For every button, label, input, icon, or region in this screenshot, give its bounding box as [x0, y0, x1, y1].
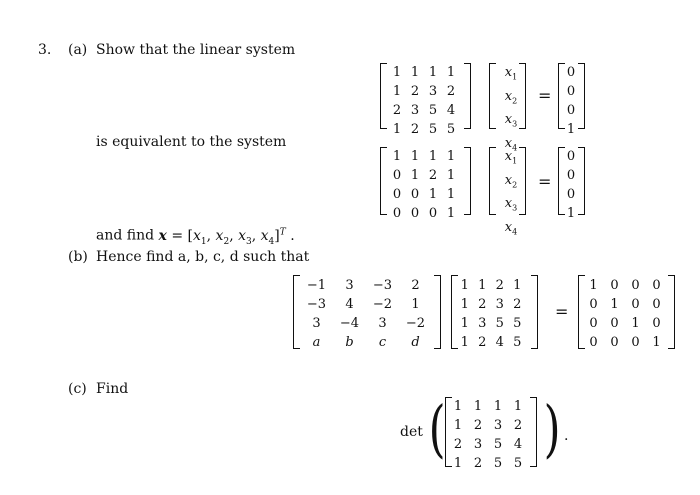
matrix-cell: 1 [460, 335, 469, 350]
variable-entry: $x_4$ [504, 219, 518, 237]
matrix2-left-bracket [380, 147, 387, 215]
matrix-cell: 3 [493, 418, 503, 433]
matrix-cell: 5 [513, 456, 523, 471]
variable-entry: $x_3$ [504, 112, 518, 129]
identity-right-bracket [668, 275, 675, 349]
matrix-cell: b [345, 335, 354, 350]
matrix-cell: 0 [652, 316, 661, 331]
matrix-cell: 5 [446, 122, 456, 137]
det-right-paren: ) [543, 392, 561, 465]
matrix-cell: 1 [446, 187, 456, 202]
part-b-text: Hence find a, b, c, d such that [96, 249, 310, 265]
matrix-cell: 1 [453, 418, 463, 433]
matrix-cell: −1 [306, 278, 327, 293]
part-a-find-text [96, 227, 295, 246]
matrix-cell: d [411, 335, 420, 350]
matrix-cell: 1 [411, 297, 420, 312]
part-c-label: (c) [68, 381, 87, 397]
matrix-cell: 4 [495, 335, 504, 350]
matrix-cell: 1 [392, 65, 402, 80]
det-label: det [400, 424, 423, 440]
matrix-cell: 1 [610, 297, 619, 312]
matrix-cell: 1 [446, 168, 456, 183]
matrix-cell: 1 [513, 399, 523, 414]
matrix-cell: 1 [566, 206, 576, 221]
matrix-cell: 0 [610, 316, 619, 331]
matrix2 [388, 150, 460, 220]
vars1-right-bracket [519, 63, 526, 129]
matrix-cell: 0 [392, 206, 402, 221]
matrix-cell: 2 [513, 297, 522, 312]
matrix-cell: 0 [410, 187, 420, 202]
matrix-cell: 1 [453, 399, 463, 414]
matrix-cell: 0 [589, 335, 598, 350]
det-matrix [448, 400, 528, 470]
matrix-cell: 5 [513, 335, 522, 350]
matrix-mid-right-bracket [531, 275, 538, 349]
variable-entry: $x_2$ [504, 88, 518, 106]
variable-entry: $x_2$ [504, 172, 518, 190]
matrix-cell: 0 [652, 278, 661, 293]
matrix-cell: 2 [513, 418, 523, 433]
det-left-paren: ( [428, 392, 446, 465]
matrix-cell: 1 [428, 149, 438, 164]
matrix-cell: 0 [392, 187, 402, 202]
matrix-cell: 3 [312, 316, 321, 331]
find-prefix: and find [96, 227, 155, 244]
matrix-cell: 1 [652, 335, 661, 350]
matrix-cell: 0 [631, 278, 640, 293]
matrix-cell: −2 [372, 297, 393, 312]
matrix-abcd [300, 279, 432, 349]
matrix-cell: 2 [410, 122, 420, 137]
matrix-cell: 3 [410, 103, 420, 118]
matrix-cell: 3 [378, 316, 387, 331]
matrix-left-right-bracket [434, 275, 441, 349]
matrix-cell: 0 [631, 297, 640, 312]
matrix-cell: 5 [493, 456, 503, 471]
vars1-left-bracket [489, 63, 496, 129]
variable-entry: $x_3$ [504, 196, 518, 213]
matrix-cell: 1 [473, 399, 483, 414]
matrix-cell: 1 [392, 149, 402, 164]
matrix-cell: 1 [631, 316, 640, 331]
matrix-cell: 2 [446, 84, 456, 99]
matrix-cell: 1 [392, 84, 402, 99]
matrix-cell: 3 [473, 437, 483, 452]
matrix-cell: 2 [495, 278, 504, 293]
matrix-cell: 5 [513, 316, 522, 331]
matrix-cell: 3 [478, 316, 487, 331]
matrix-cell: 1 [513, 278, 522, 293]
matrix-cell: 1 [446, 65, 456, 80]
matrix-cell: 0 [610, 278, 619, 293]
matrix-cell: 1 [428, 187, 438, 202]
matrix-cell: 1 [460, 297, 469, 312]
matrix-cell: 1 [446, 149, 456, 164]
matrix-cell: 1 [428, 65, 438, 80]
part-b-label: (b) [68, 249, 88, 265]
matrix-cell: 3 [345, 278, 354, 293]
matrix-cell: −2 [405, 316, 426, 331]
problem-number: 3. [38, 42, 52, 58]
det-end-period: . [564, 428, 569, 444]
matrix-cell: 0 [566, 65, 576, 80]
matrix-cell: 1 [566, 122, 576, 137]
matrix-cell: 3 [428, 84, 438, 99]
matrix-cell: 2 [478, 335, 487, 350]
variable-entry: $x_1$ [504, 65, 518, 82]
matrix-cell: 0 [631, 335, 640, 350]
matrix-cell: −4 [339, 316, 360, 331]
matrix-cell: 4 [513, 437, 523, 452]
matrix-cell: 2 [428, 168, 438, 183]
vars2-right-bracket [519, 147, 526, 215]
matrix-left-left-bracket [293, 275, 300, 349]
matrix-cell: −3 [306, 297, 327, 312]
part-a-middle-text: is equivalent to the system [96, 134, 287, 150]
det-matrix-right-bracket [530, 397, 537, 467]
matrix-cell: 1 [410, 65, 420, 80]
matrix-cell: 1 [493, 399, 503, 414]
matrix-cell: a [312, 335, 321, 350]
matrix-cell: 5 [428, 103, 438, 118]
part-c-text: Find [96, 381, 129, 397]
matrix-cell: 5 [493, 437, 503, 452]
matrix-cell: 2 [473, 456, 483, 471]
matrix-cell: 1 [392, 122, 402, 137]
matrix-cell: 1 [446, 206, 456, 221]
matrix-cell: 2 [453, 437, 463, 452]
matrix-cell: 0 [428, 206, 438, 221]
part-a-label: (a) [68, 42, 88, 58]
matrix-cell: 1 [453, 456, 463, 471]
variable-entry: $x_4$ [504, 135, 518, 153]
matrix-middle [456, 279, 526, 349]
matrix-cell: 2 [392, 103, 402, 118]
matrix-cell: 2 [478, 297, 487, 312]
matrix1 [388, 66, 460, 136]
variable-entry: $x_1$ [504, 149, 518, 166]
equals-sign-3: = [555, 302, 569, 321]
matrix-cell: 0 [566, 103, 576, 118]
matrix-cell: 0 [566, 84, 576, 99]
matrix-cell: 4 [345, 297, 354, 312]
matrix-cell: 5 [428, 122, 438, 137]
matrix-cell: 4 [446, 103, 456, 118]
matrix-cell: 1 [410, 168, 420, 183]
matrix-cell: 0 [652, 297, 661, 312]
matrix-cell: 0 [589, 316, 598, 331]
matrix-cell: 2 [411, 278, 420, 293]
matrix-cell: 1 [460, 278, 469, 293]
rhs1-right-bracket [578, 63, 585, 129]
matrix1-left-bracket [380, 63, 387, 129]
matrix-cell: 2 [473, 418, 483, 433]
matrix1-right-bracket [464, 63, 471, 129]
matrix-cell: 0 [566, 187, 576, 202]
matrix-cell: 1 [460, 316, 469, 331]
matrix-cell: 1 [478, 278, 487, 293]
matrix-cell: 1 [589, 278, 598, 293]
matrix2-right-bracket [464, 147, 471, 215]
matrix-cell: 0 [566, 149, 576, 164]
rhs2-right-bracket [578, 147, 585, 215]
vars2-left-bracket [489, 147, 496, 215]
matrix-cell: 0 [566, 168, 576, 183]
part-a-intro: Show that the linear system [96, 42, 296, 58]
matrix-cell: 2 [410, 84, 420, 99]
matrix-cell: 0 [589, 297, 598, 312]
matrix-cell: 0 [392, 168, 402, 183]
find-expression: $x = [x_1$, $x_2$, $x_3$, $x_4]^T$ . [158, 227, 295, 247]
equals-sign-2: = [538, 172, 552, 191]
equals-sign-1: = [538, 86, 552, 105]
matrix-cell: −3 [372, 278, 393, 293]
matrix-cell: 5 [495, 316, 504, 331]
matrix-cell: 1 [410, 149, 420, 164]
matrix-cell: 0 [610, 335, 619, 350]
matrix-cell: c [378, 335, 387, 350]
matrix-cell: 3 [495, 297, 504, 312]
matrix-cell: 0 [410, 206, 420, 221]
identity-matrix [583, 279, 667, 349]
